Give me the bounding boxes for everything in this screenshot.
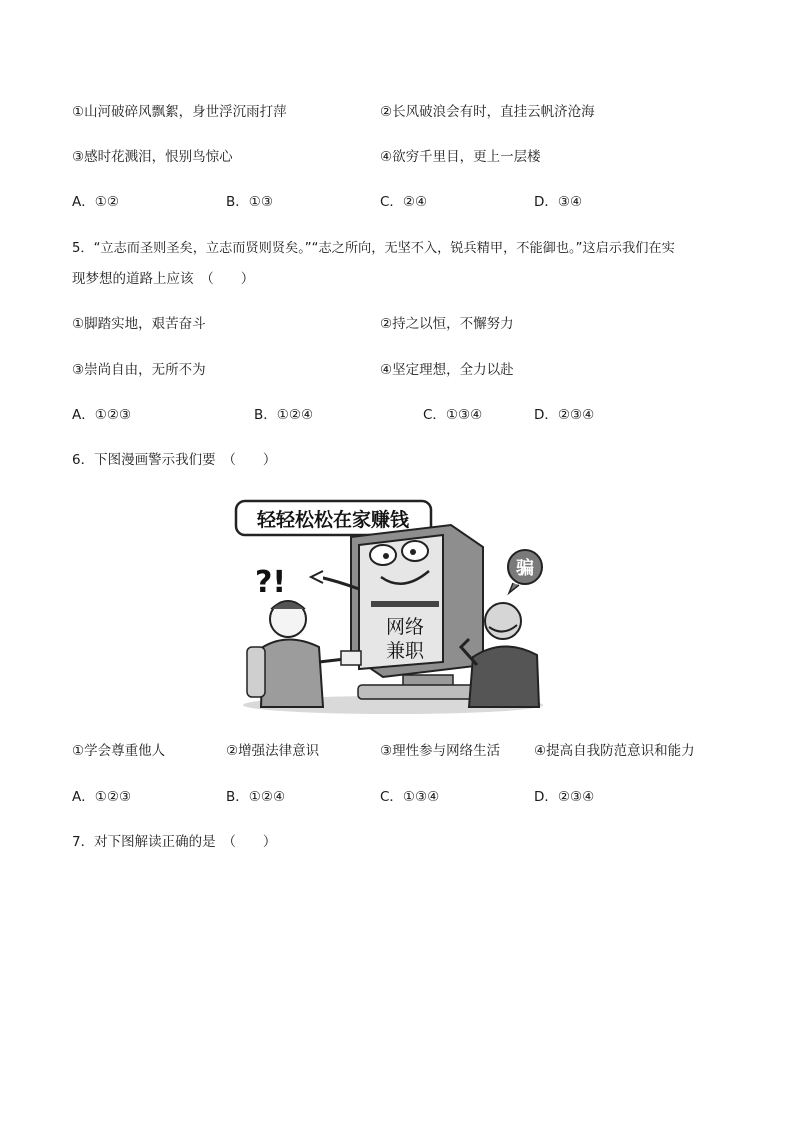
confused-marks: ?! xyxy=(255,565,287,600)
q5-option-4: ④坚定理想，全力以赴 xyxy=(380,362,514,378)
q4-option-3: ③感时花溅泪，恨别鸟惊心 xyxy=(72,149,233,165)
q6-option-4: ④提高自我防范意识和能力 xyxy=(534,743,695,759)
q4-choice-b: B．①③ xyxy=(226,194,273,210)
q5-stem-line1: 5．“立志而圣则圣矣，立志而贤则贤矣。”“志之所向，无坚不入，锐兵精甲，不能御也。”这启示我们在实 xyxy=(72,241,675,256)
computer-monitor xyxy=(311,525,488,699)
q6-choice-d: D．②③④ xyxy=(534,789,595,805)
q4-option-1: ①山河破碎风飘絮，身世浮沉雨打萍 xyxy=(72,104,287,120)
q5-choice-a: A．①②③ xyxy=(72,407,132,423)
scam-bubble-text: 骗 xyxy=(516,558,534,579)
q5-option-1: ①脚踏实地，艰苦奋斗 xyxy=(72,316,206,332)
confused-person xyxy=(247,565,361,707)
q7-stem: 7．对下图解读正确的是 （ ） xyxy=(72,834,277,850)
q5-stem-line2: 现梦想的道路上应该 （ ） xyxy=(72,271,255,287)
q4-choice-a: A．①② xyxy=(72,194,119,210)
q6-option-1: ①学会尊重他人 xyxy=(72,743,166,759)
screen-text-line1: 网络 xyxy=(385,616,425,638)
q5-choice-c: C．①③④ xyxy=(423,407,483,423)
q4-option-2: ②长风破浪会有时，直挂云帆济沧海 xyxy=(380,104,595,120)
q5-choice-d: D．②③④ xyxy=(534,407,595,423)
q4-option-4: ④欲穷千里目，更上一层楼 xyxy=(380,149,541,165)
q5-choice-b: B．①②④ xyxy=(254,407,314,423)
q5-option-2: ②持之以恒，不懈努力 xyxy=(380,316,514,332)
q6-option-3: ③理性参与网络生活 xyxy=(380,743,501,759)
q6-choice-b: B．①②④ xyxy=(226,789,286,805)
cartoon-banner-text: 轻轻松松在家赚钱 xyxy=(256,509,410,531)
q6-choice-a: A．①②③ xyxy=(72,789,132,805)
q6-stem: 6．下图漫画警示我们要 （ ） xyxy=(72,452,277,468)
q6-option-2: ②增强法律意识 xyxy=(226,743,320,759)
q4-choice-c: C．②④ xyxy=(380,194,428,210)
cartoon-image xyxy=(233,497,543,715)
q4-choice-d: D．③④ xyxy=(534,194,583,210)
q6-choice-c: C．①③④ xyxy=(380,789,440,805)
screen-text-line2: 兼职 xyxy=(385,640,425,662)
q5-option-3: ③崇尚自由，无所不为 xyxy=(72,362,206,378)
cartoon-banner xyxy=(236,501,431,535)
